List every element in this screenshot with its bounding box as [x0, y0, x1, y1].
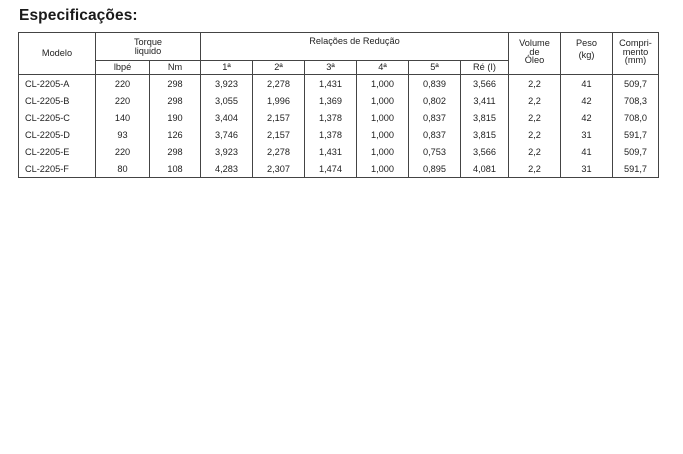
cell-model: CL-2205-D [19, 126, 96, 143]
cell-gear-1: 3,923 [201, 75, 253, 93]
header-weight [561, 33, 613, 75]
cell-length: 509,7 [613, 143, 659, 160]
cell-torque-nm: 190 [150, 109, 201, 126]
cell-torque-lbpe: 140 [96, 109, 150, 126]
cell-torque-nm: 298 [150, 143, 201, 160]
cell-gear-1: 3,055 [201, 92, 253, 109]
header-torque-line1: Torque [133, 37, 163, 47]
cell-torque-lbpe: 80 [96, 160, 150, 178]
cell-torque-lbpe: 220 [96, 92, 150, 109]
cell-torque-nm: 298 [150, 92, 201, 109]
cell-length: 509,7 [613, 75, 659, 93]
header-gear-reverse: Ré (I) [461, 61, 509, 75]
cell-oil-volume: 2,2 [509, 126, 561, 143]
table-row [19, 92, 659, 109]
header-oil-line3: Óleo [524, 55, 545, 65]
cell-gear-4: 1,000 [357, 143, 409, 160]
cell-length: 591,7 [613, 160, 659, 178]
header-gear-2: 2ª [253, 61, 305, 75]
table-row [19, 126, 659, 143]
header-gear-5: 5ª [409, 61, 461, 75]
table-row [19, 109, 659, 126]
cell-weight: 31 [561, 126, 613, 143]
cell-gear-1: 3,746 [201, 126, 253, 143]
cell-gear-reverse: 3,815 [461, 109, 509, 126]
cell-weight: 41 [561, 143, 613, 160]
cell-gear-3: 1,431 [305, 75, 357, 93]
cell-gear-1: 3,404 [201, 109, 253, 126]
header-oil-line1: Volume [519, 38, 550, 48]
header-model: Modelo [19, 33, 96, 75]
cell-gear-5: 0,895 [409, 160, 461, 178]
header-weight-line2: (kg) [578, 49, 595, 60]
header-oil [509, 33, 561, 75]
cell-length: 708,3 [613, 92, 659, 109]
cell-gear-3: 1,378 [305, 109, 357, 126]
cell-gear-4: 1,000 [357, 109, 409, 126]
header-ratios: Relações de Redução [201, 33, 509, 61]
cell-gear-2: 2,157 [253, 126, 305, 143]
cell-gear-4: 1,000 [357, 160, 409, 178]
cell-torque-lbpe: 220 [96, 75, 150, 93]
cell-gear-5: 0,753 [409, 143, 461, 160]
cell-gear-reverse: 3,566 [461, 75, 509, 93]
table-row [19, 75, 659, 93]
cell-gear-2: 2,278 [253, 75, 305, 93]
header-length-line1: Compri- [619, 38, 652, 48]
cell-oil-volume: 2,2 [509, 92, 561, 109]
cell-gear-2: 2,157 [253, 109, 305, 126]
header-gear-4: 4ª [357, 61, 409, 75]
cell-model: CL-2205-E [19, 143, 96, 160]
cell-oil-volume: 2,2 [509, 109, 561, 126]
page-title: Especificações: [19, 7, 138, 24]
header-torque-nm: Nm [150, 61, 201, 75]
cell-gear-3: 1,431 [305, 143, 357, 160]
cell-gear-reverse: 3,815 [461, 126, 509, 143]
cell-torque-lbpe: 220 [96, 143, 150, 160]
cell-gear-4: 1,000 [357, 75, 409, 93]
cell-gear-reverse: 4,081 [461, 160, 509, 178]
cell-gear-3: 1,378 [305, 126, 357, 143]
cell-weight: 42 [561, 109, 613, 126]
cell-gear-3: 1,369 [305, 92, 357, 109]
header-length-line2: mento [622, 46, 649, 57]
cell-oil-volume: 2,2 [509, 160, 561, 178]
cell-gear-2: 2,307 [253, 160, 305, 178]
header-gear-1: 1ª [201, 61, 253, 75]
header-gear-3: 3ª [305, 61, 357, 75]
cell-gear-1: 4,283 [201, 160, 253, 178]
cell-weight: 42 [561, 92, 613, 109]
cell-gear-5: 0,839 [409, 75, 461, 93]
cell-gear-4: 1,000 [357, 92, 409, 109]
specifications-table [18, 32, 659, 178]
table-row [19, 143, 659, 160]
header-torque-line2: liquido [134, 45, 162, 56]
cell-weight: 31 [561, 160, 613, 178]
cell-model: CL-2205-F [19, 160, 96, 178]
cell-model: CL-2205-C [19, 109, 96, 126]
specifications-body [19, 75, 659, 178]
cell-torque-nm: 126 [150, 126, 201, 143]
cell-oil-volume: 2,2 [509, 75, 561, 93]
cell-length: 708,0 [613, 109, 659, 126]
cell-torque-lbpe: 93 [96, 126, 150, 143]
cell-model: CL-2205-B [19, 92, 96, 109]
header-weight-line1: Peso [576, 38, 597, 48]
cell-model: CL-2205-A [19, 75, 96, 93]
cell-gear-reverse: 3,411 [461, 92, 509, 109]
cell-oil-volume: 2,2 [509, 143, 561, 160]
cell-gear-1: 3,923 [201, 143, 253, 160]
cell-gear-5: 0,837 [409, 109, 461, 126]
header-torque-lbpe: lbpé [96, 61, 150, 75]
cell-gear-5: 0,837 [409, 126, 461, 143]
cell-gear-reverse: 3,566 [461, 143, 509, 160]
cell-gear-5: 0,802 [409, 92, 461, 109]
header-length [613, 33, 659, 75]
header-torque [96, 33, 201, 61]
cell-gear-3: 1,474 [305, 160, 357, 178]
cell-gear-2: 2,278 [253, 143, 305, 160]
cell-torque-nm: 108 [150, 160, 201, 178]
cell-length: 591,7 [613, 126, 659, 143]
cell-torque-nm: 298 [150, 75, 201, 93]
cell-gear-4: 1,000 [357, 126, 409, 143]
table-row [19, 160, 659, 178]
cell-weight: 41 [561, 75, 613, 93]
cell-gear-2: 1,996 [253, 92, 305, 109]
header-oil-line2: de [529, 46, 540, 57]
header-length-line3: (mm) [624, 55, 647, 65]
